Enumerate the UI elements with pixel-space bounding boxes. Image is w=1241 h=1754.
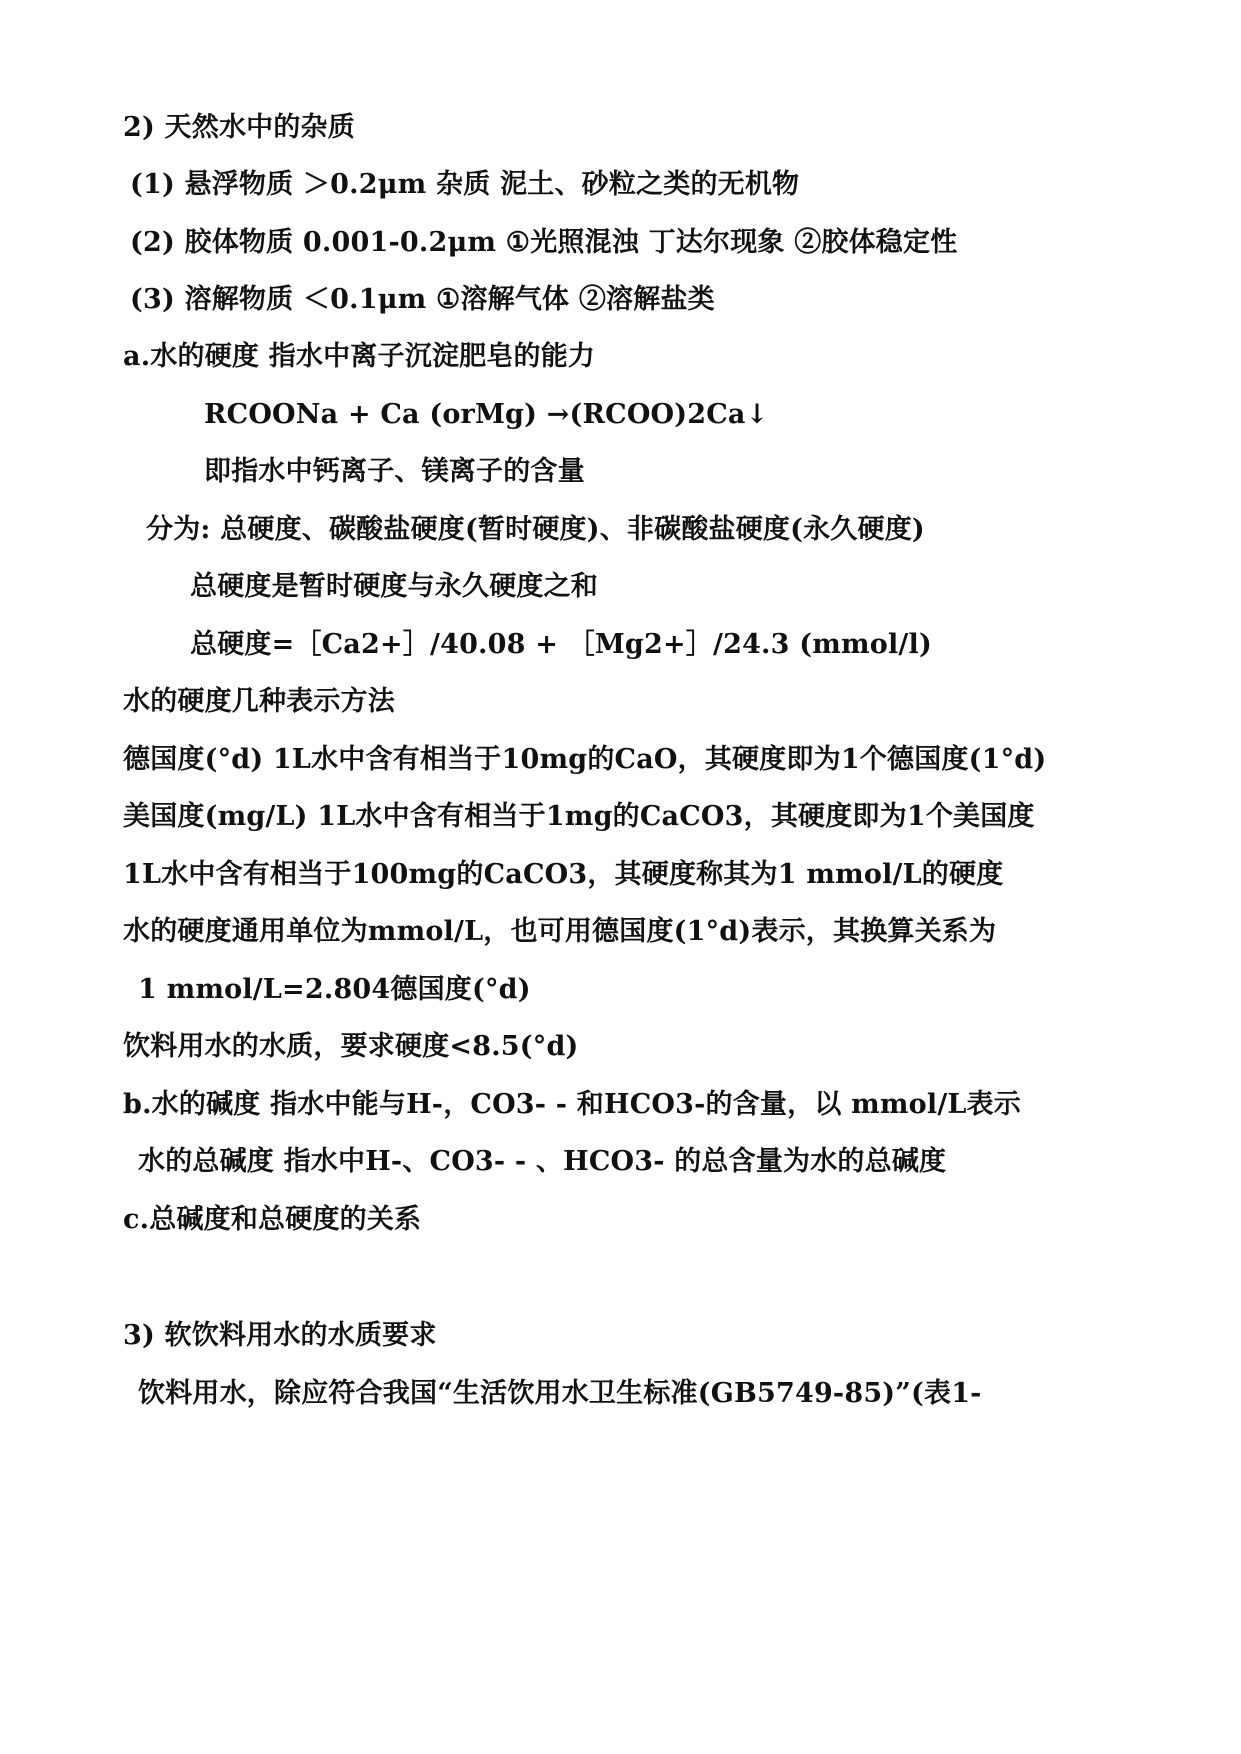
text-line-ca-mg-content: 即指水中钙离子、镁离子的含量 [204, 456, 585, 487]
text-line-water-alkalinity: b.水的碱度 指水中能与H-，CO3- - 和HCO3-的含量，以 mmol/L表示 [123, 1089, 1021, 1120]
text-line-alkalinity-hardness-relation: c.总碱度和总硬度的关系 [123, 1204, 422, 1235]
text-line-mmol-definition: 1L水中含有相当于100mg的CaCO3，其硬度称其为1 mmol/L的硬度 [123, 859, 1004, 890]
text-line-water-hardness: a.水的硬度 指水中离子沉淀肥皂的能力 [123, 341, 596, 372]
text-line-drinking-standard: 饮料用水，除应符合我国“生活饮用水卫生标准(GB5749-85)”(表1- [138, 1378, 982, 1409]
text-line-total-alkalinity: 水的总碱度 指水中H-、CO3- - 、HCO3- 的总含量为水的总碱度 [138, 1146, 947, 1177]
text-line-dissolved-matter: (3) 溶解物质 ＜0.1μm ①溶解气体 ②溶解盐类 [130, 284, 715, 315]
text-line-american-degree: 美国度(mg/L) 1L水中含有相当于1mg的CaCO3，其硬度即为1个美国度 [123, 801, 1035, 832]
formula-soap-precipitation: RCOONa + Ca (orMg) →(RCOO)2Ca↓ [204, 399, 769, 430]
text-line-common-unit: 水的硬度通用单位为mmol/L，也可用德国度(1°d)表示，其换算关系为 [123, 916, 997, 947]
section-heading-impurities: 2) 天然水中的杂质 [123, 112, 355, 143]
section-heading-water-requirements: 3) 软饮料用水的水质要求 [123, 1320, 437, 1351]
text-line-suspended-matter: (1) 悬浮物质 ＞0.2μm 杂质 泥土、砂粒之类的无机物 [130, 169, 800, 200]
text-line-total-hardness-sum: 总硬度是暂时硬度与永久硬度之和 [190, 571, 598, 602]
formula-total-hardness: 总硬度=［Ca2+］/40.08 + ［Mg2+］/24.3 (mmol/l) [190, 629, 932, 660]
text-line-conversion: 1 mmol/L=2.804德国度(°d) [138, 974, 531, 1005]
text-line-colloidal-matter: (2) 胶体物质 0.001-0.2μm ①光照混浊 丁达尔现象 ②胶体稳定性 [130, 227, 958, 258]
text-line-hardness-types: 分为: 总硬度、碳酸盐硬度(暂时硬度)、非碳酸盐硬度(永久硬度) [146, 514, 925, 545]
text-line-hardness-expression: 水的硬度几种表示方法 [123, 686, 395, 717]
text-line-german-degree: 德国度(°d) 1L水中含有相当于10mg的CaO，其硬度即为1个德国度(1°d) [123, 744, 1047, 775]
text-line-beverage-hardness: 饮料用水的水质，要求硬度<8.5(°d) [123, 1031, 579, 1062]
